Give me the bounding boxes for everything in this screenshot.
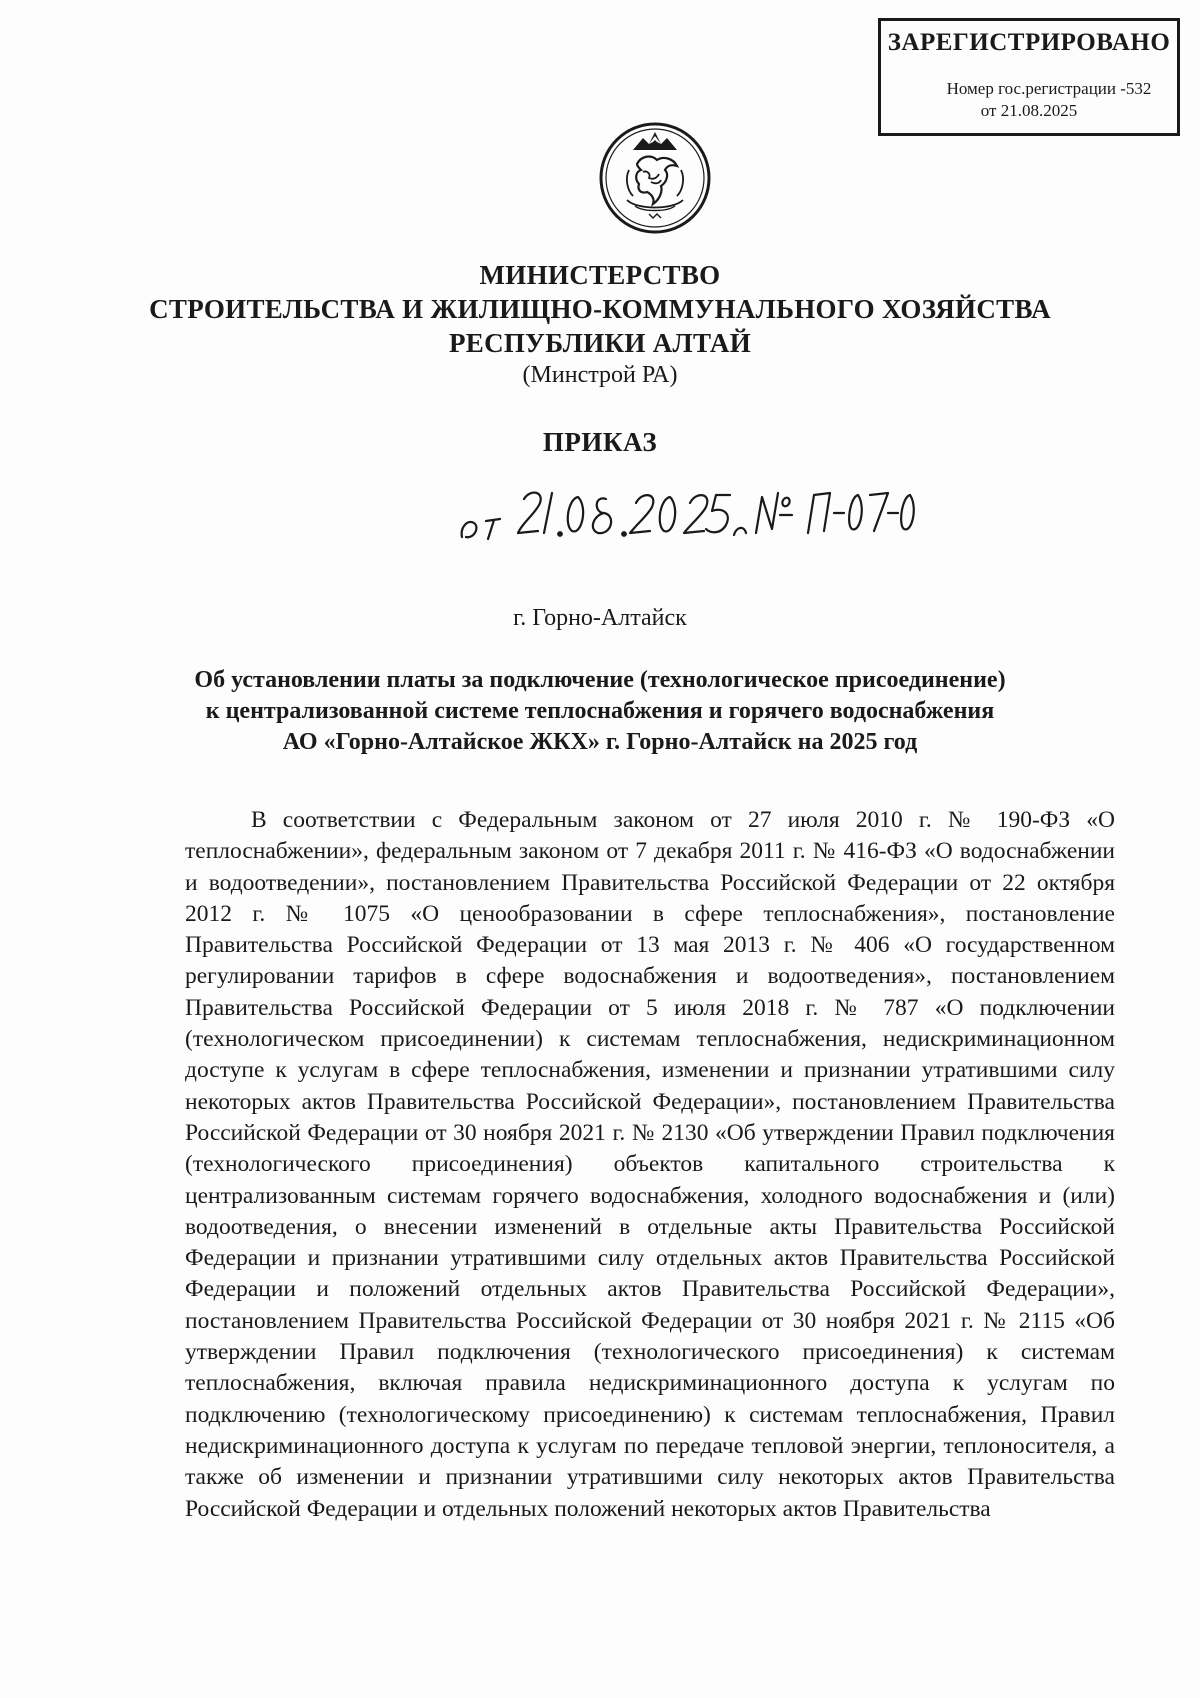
order-title: ПРИКАЗ xyxy=(542,427,658,457)
registration-number: Номер гос.регистрации -532 xyxy=(946,79,1152,98)
document-title xyxy=(120,665,1080,758)
document-title-line-1: Об установлении платы за подключение (технологическое присоединение) xyxy=(194,667,1006,693)
document-title-line-3: АО «Горно-Алтайское ЖКХ» г. Горно-Алтайск на 2025 год xyxy=(282,729,918,755)
registration-date: от 21.08.2025 xyxy=(980,101,1078,120)
document-title-line-2: к централизованной системе теплоснабжения и горячего водоснабжения xyxy=(205,698,995,724)
ministry-line-1: МИНИСТЕРСТВО xyxy=(479,260,721,290)
coat-of-arms-icon xyxy=(597,120,713,236)
ministry-heading xyxy=(100,258,1100,390)
handwritten-order-number xyxy=(460,477,940,547)
city-line: г. Горно-Алтайск xyxy=(513,605,687,631)
ministry-abbreviation: (Минстрой РА) xyxy=(522,362,678,388)
registration-stamp xyxy=(878,18,1180,136)
ministry-line-2: СТРОИТЕЛЬСТВА И ЖИЛИЩНО-КОММУНАЛЬНОГО ХОЗЯЙСТВА xyxy=(149,294,1051,324)
registration-stamp-title: ЗАРЕГИСТРИРОВАНО xyxy=(887,29,1171,56)
body-paragraph: В соответствии с Федеральным законом от 27 июля 2010 г. № 190-ФЗ «О теплоснабжении», федеральным законом от 7 декабря 2011 г. № 416-ФЗ «О водоснабжении и водоотведении», постановлением Правительства Российской Федерации от 22 октября 2012 г. № 1075 «О ценообразовании в сфере теплоснабжения», постановление Правительства Российской Федерации от 13 мая 2013 г. № 406 «О государственном регулировании тарифов в сфере водоснабжения и водоотведения», постановлением Правительства Российской Федерации от 5 июля 2018 г. № 787 «О подключении (технологическом присоединении) к системам теплоснабжения, недискриминационном доступе к услугам в сфере теплоснабжения, изменении и признании утратившими силу некоторых актов Правительства Российской Федерации», постановлением Правительства Российской Федерации от 30 ноября 2021 г. № 2130 «Об утверждении Правил подключения (технологического присоединения) объектов капитального строительства к централизованным системам горячего водоснабжения, холодного водоснабжения и (или) водоотведения, о внесении изменений в отдельные акты Правительства Российской Федерации и признании утратившими силу отдельных актов Правительства Российской Федерации и положений отдельных актов Правительства Российской Федерации», постановлением Правительства Российской Федерации от 30 ноября 2021 г. № 2115 «Об утверждении Правил подключения (технологического присоединения) к системам теплоснабжения, включая правила недискриминационного доступа к услугам по подключению (технологическому присоединению) к системам теплоснабжения, Правил недискриминационного доступа к услугам по передаче тепловой энергии, теплоносителя, а также об изменении и признании утратившими силу некоторых актов Правительства Российской Федерации и отдельных положений некоторых актов Правительства xyxy=(185,807,1115,1522)
ministry-line-3: РЕСПУБЛИКИ АЛТАЙ xyxy=(448,328,752,358)
